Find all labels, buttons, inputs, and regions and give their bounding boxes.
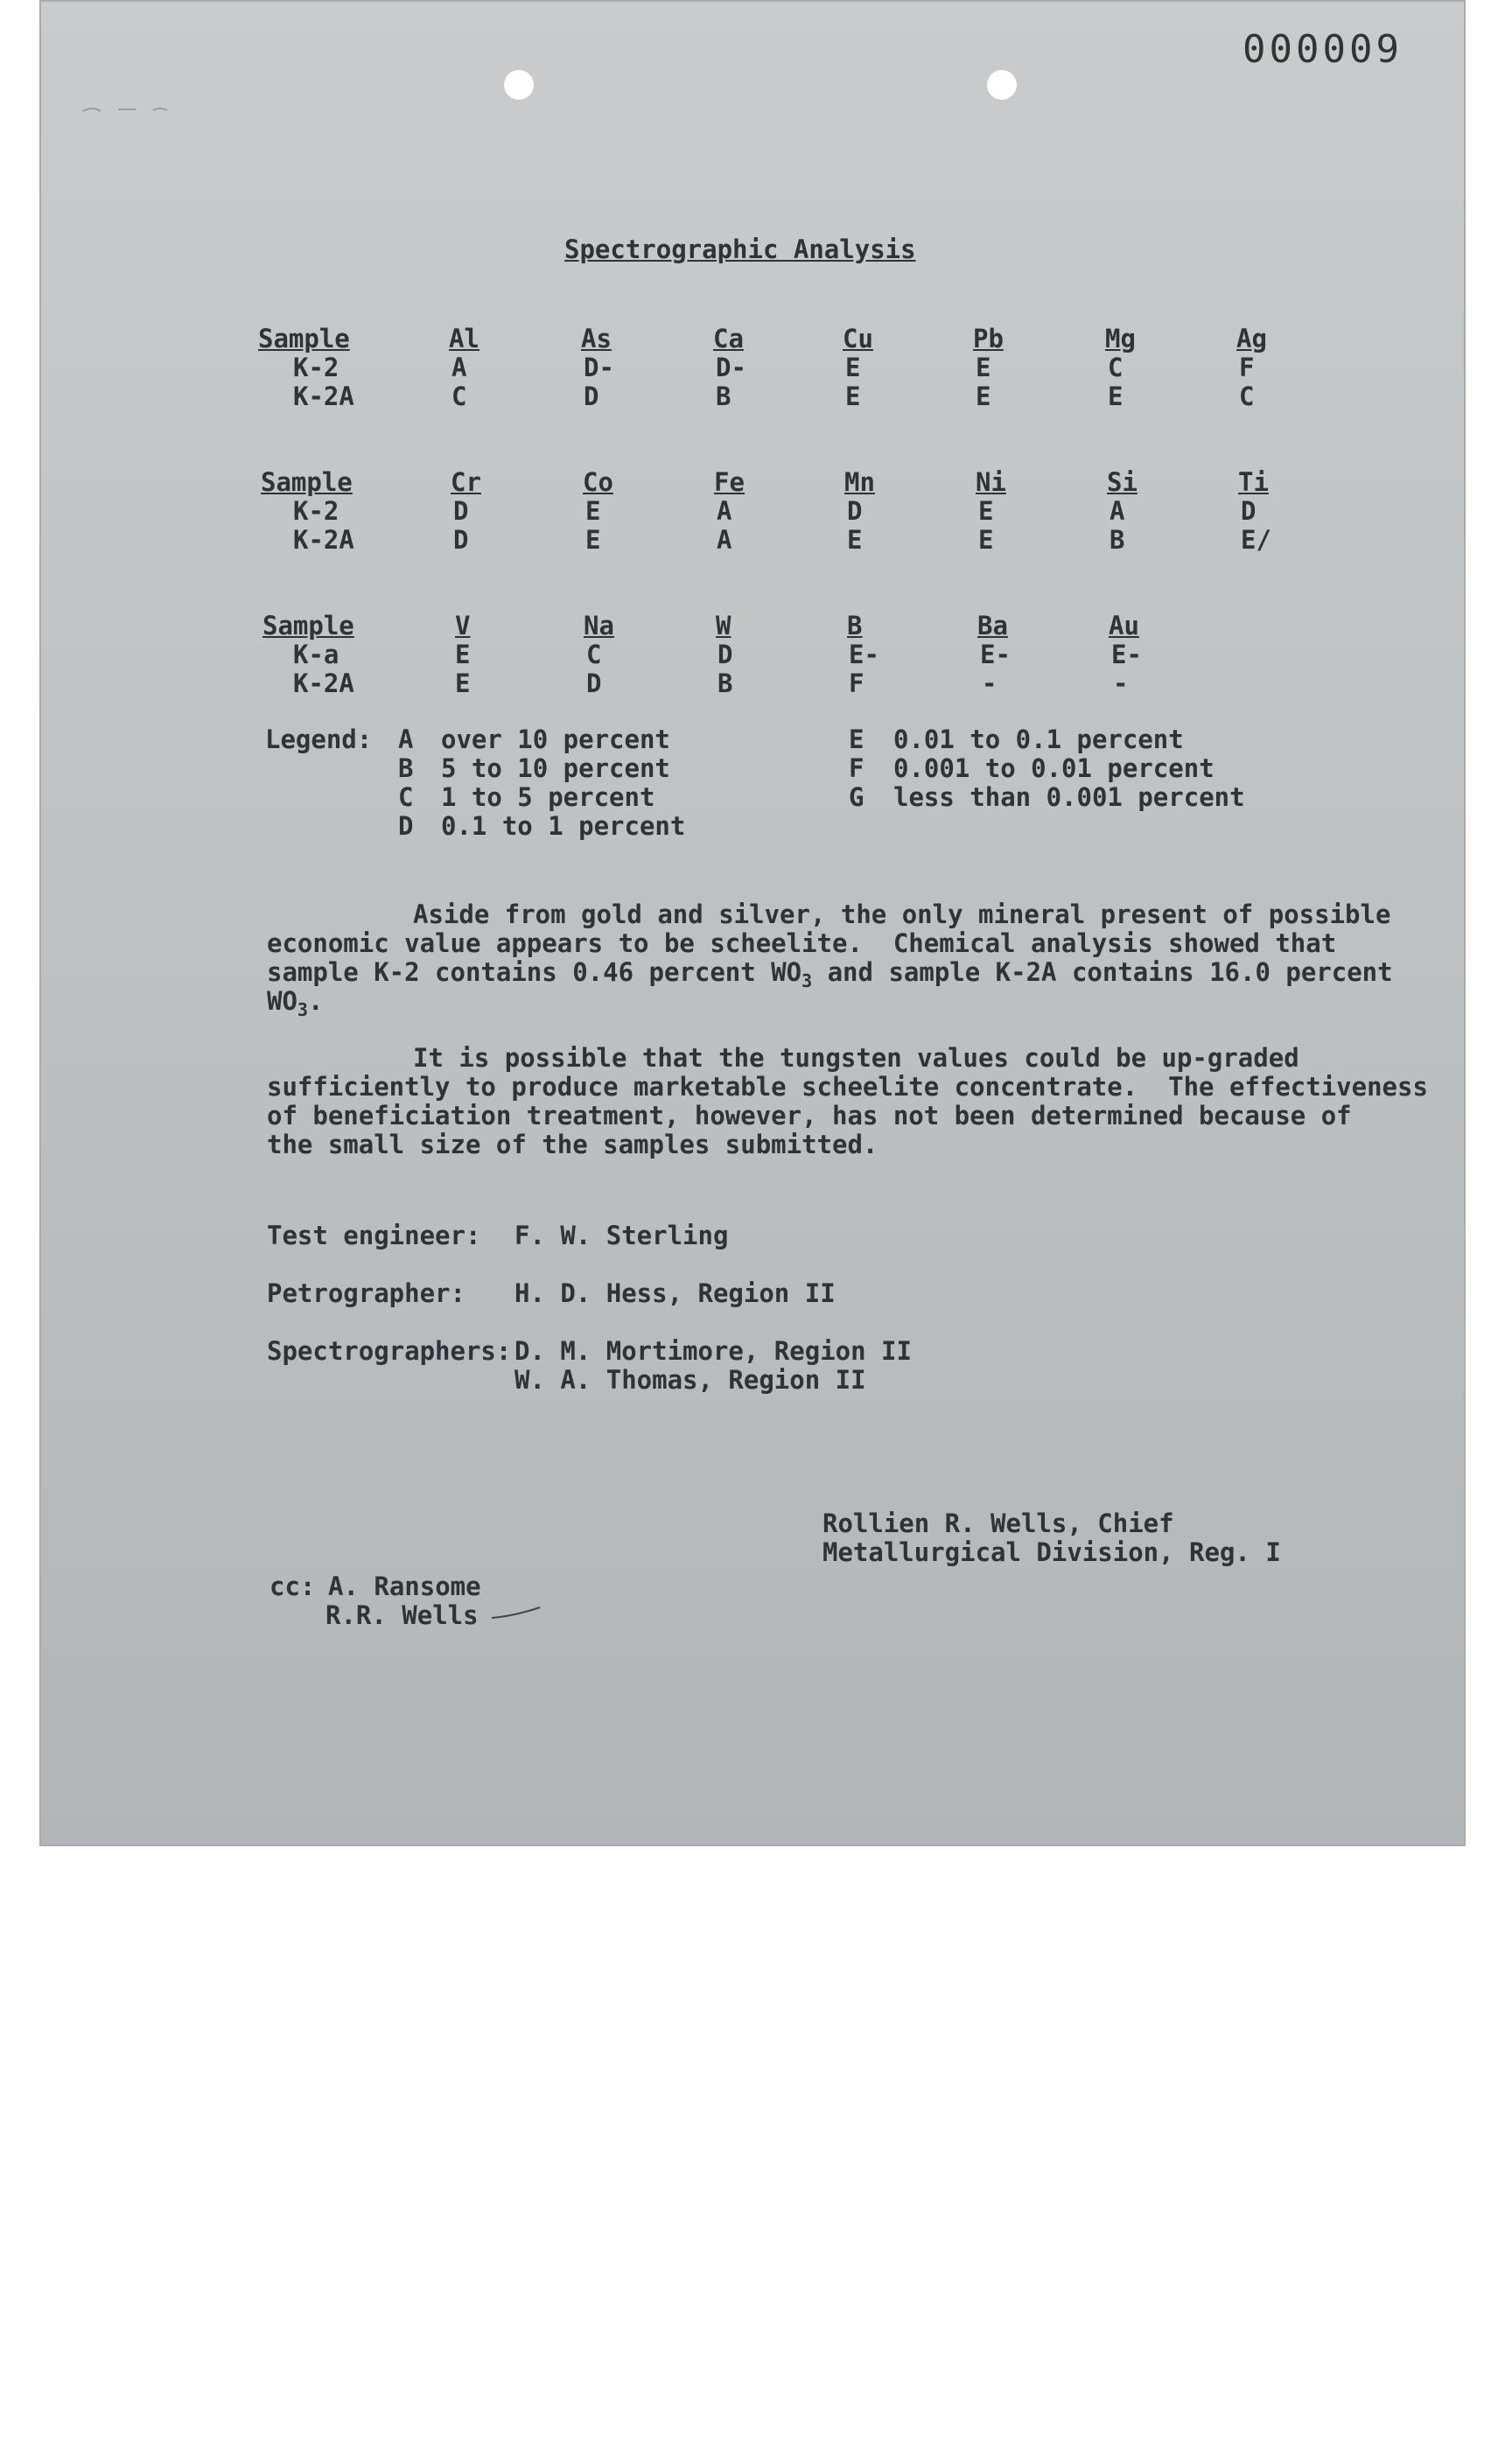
table-header: W <box>716 611 732 640</box>
table-header: V <box>455 611 471 640</box>
table-cell: E <box>455 668 471 698</box>
legend-text: less than 0.001 percent <box>893 782 1245 812</box>
legend-code: D <box>398 811 414 841</box>
paragraph-line: sufficiently to produce marketable scheelite concentrate. The effectiveness <box>267 1072 1428 1102</box>
legend-text: 0.001 to 0.01 percent <box>893 753 1214 783</box>
legend-text: 5 to 10 percent <box>441 753 670 783</box>
table-cell: K-2A <box>293 668 354 698</box>
table-header: Si <box>1107 467 1138 497</box>
paragraph-text: WO <box>267 986 298 1016</box>
table-header: Sample <box>258 324 350 354</box>
table-cell: - <box>982 668 998 698</box>
paragraph-line: the small size of the samples submitted. <box>267 1130 878 1159</box>
table-cell: E- <box>849 640 879 669</box>
signature-line: Rollien R. Wells, Chief <box>822 1508 1174 1538</box>
cc-recipient: A. Ransome <box>328 1572 481 1601</box>
table-cell: D <box>847 496 863 526</box>
table-header: Fe <box>714 467 745 497</box>
table-header: Ba <box>977 611 1008 640</box>
legend-label: Legend: <box>265 724 373 754</box>
table-cell: A <box>717 525 732 555</box>
paragraph-text: . <box>307 986 324 1016</box>
table-cell: E <box>978 525 994 555</box>
table-header: Al <box>449 324 480 354</box>
legend-text: over 10 percent <box>441 724 670 754</box>
table-cell: C <box>452 382 467 411</box>
table-cell: E <box>847 525 863 555</box>
table-header: Cr <box>451 467 481 497</box>
table-header: Mn <box>844 467 875 497</box>
subscript: 3 <box>297 999 308 1020</box>
paragraph-line: Aside from gold and silver, the only mineral present of possible <box>413 900 1391 929</box>
table-cell: E/ <box>1241 525 1271 555</box>
table-cell: E <box>845 382 861 411</box>
test-engineer-label: Test engineer: <box>267 1221 481 1250</box>
table-cell: E <box>585 496 601 526</box>
spectrographer-name: D. M. Mortimore, Region II <box>514 1336 912 1366</box>
table-cell: B <box>718 668 733 698</box>
table-cell: A <box>1110 496 1125 526</box>
legend-code: G <box>849 782 864 812</box>
table-cell: D- <box>584 353 614 382</box>
legend-code: B <box>398 753 414 783</box>
check-mark-icon <box>490 1606 542 1623</box>
cc-recipient: R.R. Wells <box>326 1600 479 1630</box>
table-header: Co <box>583 467 613 497</box>
table-cell: D <box>1241 496 1256 526</box>
paragraph-line-3 <box>267 957 1393 996</box>
paragraph-line-4 <box>267 986 323 1025</box>
legend-code: C <box>398 782 414 812</box>
table-cell: D <box>586 668 602 698</box>
table-cell: E <box>976 353 991 382</box>
table-cell: K-2 <box>293 496 340 526</box>
table-cell: E <box>1108 382 1124 411</box>
table-cell: E <box>585 525 601 555</box>
table-cell: E <box>845 353 861 382</box>
subscript: 3 <box>802 970 813 991</box>
cc-label: cc: <box>270 1572 316 1601</box>
table-cell: F <box>1239 353 1255 382</box>
table-header: Au <box>1109 611 1139 640</box>
table-header: Na <box>584 611 614 640</box>
legend-text: 1 to 5 percent <box>441 782 655 812</box>
legend-text: 0.01 to 0.1 percent <box>893 724 1184 754</box>
legend-code: E <box>849 724 864 754</box>
page-title: Spectrographic Analysis <box>564 234 916 264</box>
table-cell: D <box>584 382 599 411</box>
table-header: As <box>581 324 612 354</box>
table-cell: E <box>455 640 471 669</box>
table-cell: D <box>718 640 733 669</box>
paragraph-line: economic value appears to be scheelite. Chemical analysis showed that <box>267 928 1337 958</box>
table-header: Ag <box>1236 324 1267 354</box>
margin-scribble-icon <box>79 101 210 118</box>
table-cell: E- <box>980 640 1011 669</box>
table-cell: A <box>717 496 732 526</box>
table-header: Ni <box>976 467 1006 497</box>
table-cell: K-a <box>293 640 340 669</box>
signature-line: Metallurgical Division, Reg. I <box>822 1537 1281 1567</box>
table-header: Mg <box>1105 324 1136 354</box>
table-cell: E <box>976 382 991 411</box>
punch-hole-left <box>504 70 534 100</box>
table-cell: D <box>453 496 469 526</box>
paragraph-text: sample K-2 contains 0.46 percent WO <box>267 957 802 987</box>
table-header: Pb <box>973 324 1004 354</box>
table-header: Ca <box>713 324 744 354</box>
table-cell: A <box>452 353 467 382</box>
spectrographer-name: W. A. Thomas, Region II <box>514 1365 866 1395</box>
table-header: Cu <box>843 324 873 354</box>
table-cell: E- <box>1111 640 1142 669</box>
table-cell: C <box>1108 353 1124 382</box>
table-cell: K-2A <box>293 382 354 411</box>
paragraph-text: and sample K-2A contains 16.0 percent <box>812 957 1393 987</box>
punch-hole-right <box>987 70 1017 100</box>
table-header: Sample <box>262 611 354 640</box>
page-number-stamp: 000009 <box>1242 27 1403 72</box>
spectrographers-label: Spectrographers: <box>267 1336 512 1366</box>
table-cell: D- <box>716 353 746 382</box>
table-cell: C <box>1239 382 1255 411</box>
table-header: Sample <box>261 467 353 497</box>
table-cell: F <box>849 668 864 698</box>
table-cell: B <box>716 382 732 411</box>
table-cell: K-2A <box>293 525 354 555</box>
table-cell: - <box>1113 668 1129 698</box>
petrographer-label: Petrographer: <box>267 1278 466 1308</box>
test-engineer-name: F. W. Sterling <box>514 1221 729 1250</box>
paragraph-line: It is possible that the tungsten values could be up-graded <box>413 1043 1299 1073</box>
table-header: B <box>847 611 863 640</box>
petrographer-name: H. D. Hess, Region II <box>514 1278 836 1308</box>
table-cell: B <box>1110 525 1125 555</box>
table-cell: C <box>586 640 602 669</box>
legend-code: F <box>849 753 864 783</box>
paragraph-line: of beneficiation treatment, however, has not been determined because of <box>267 1101 1352 1130</box>
legend-text: 0.1 to 1 percent <box>441 811 686 841</box>
table-cell: K-2 <box>293 353 340 382</box>
legend-code: A <box>398 724 414 754</box>
table-cell: D <box>453 525 469 555</box>
table-header: Ti <box>1238 467 1269 497</box>
table-cell: E <box>978 496 994 526</box>
